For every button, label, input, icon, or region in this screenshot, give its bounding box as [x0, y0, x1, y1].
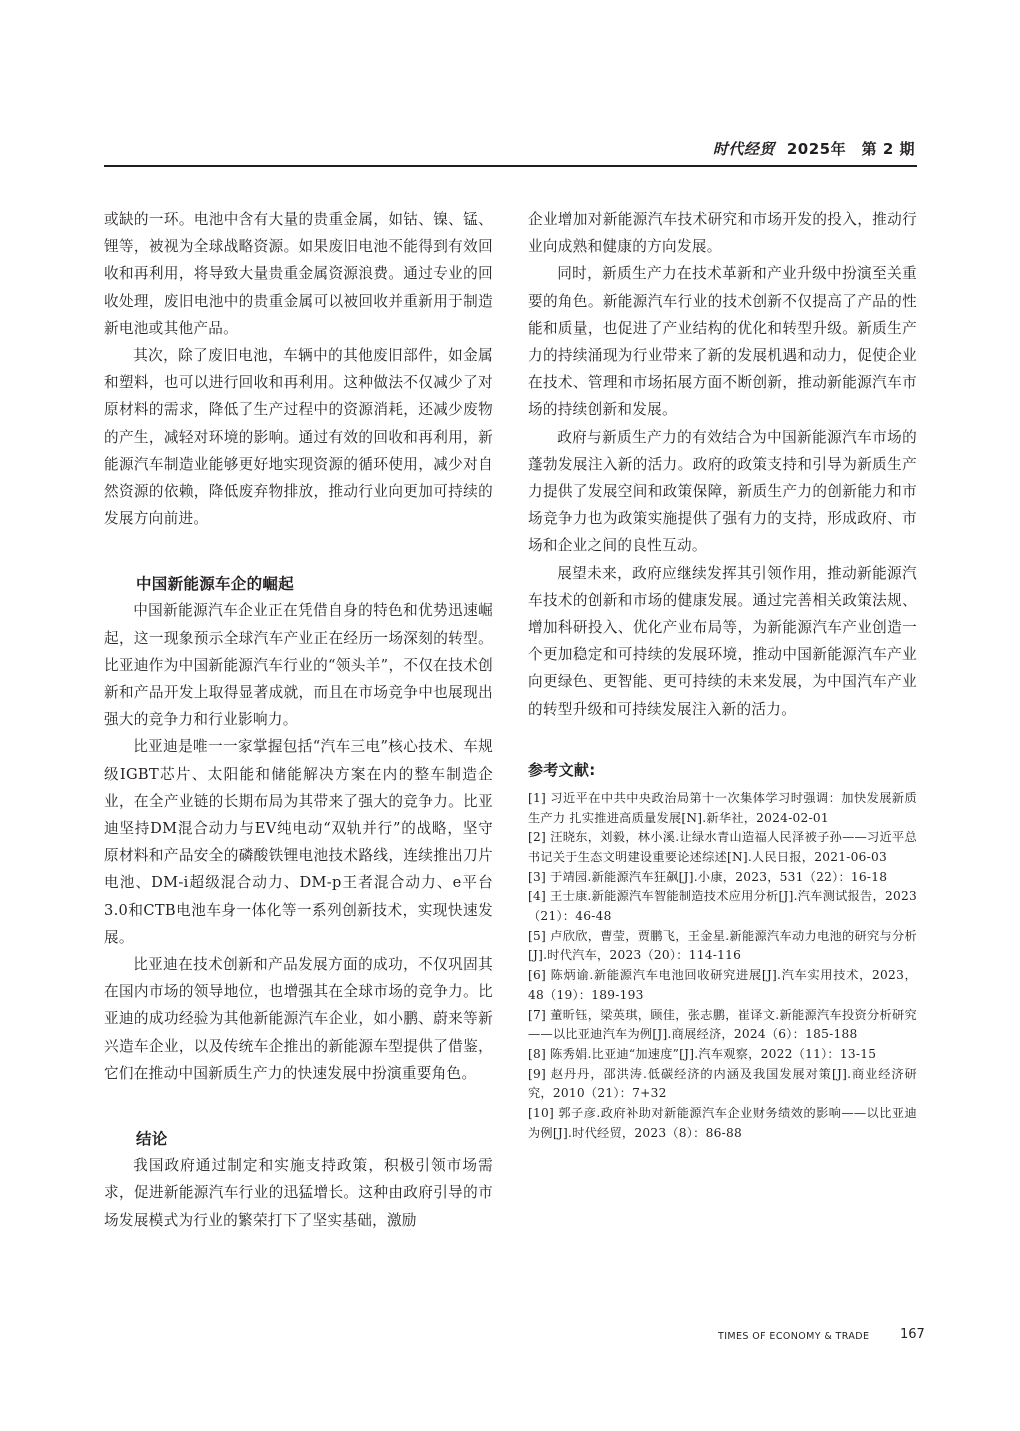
reference-item: [7] 董昕钰，梁英琪，顾佳，张志鹏，崔译文.新能源汽车投资分析研究——以比亚迪汽车为例[J].商展经济，2024（6）：185-188 [528, 1007, 917, 1042]
reference-item: [10] 郭子彦.政府补助对新能源汽车企业财务绩效的影响——以比亚迪为例[J].时代经贸，2023（8）：86-88 [528, 1106, 917, 1140]
issue-label: 2025年 第 2 期 [786, 140, 915, 158]
reference-item: [2] 汪晓东，刘毅，林小溪.让绿水青山造福人民泽被子孙——习近平总书记关于生态文明建设重要论述综述[N].人民日报，2021-06-03 [528, 830, 917, 864]
body-paragraph: 政府与新质生产力的有效结合为中国新能源汽车市场的蓬勃发展注入新的活力。政府的政策支持和引导为新质生产力提供了发展空间和政策保障，新质生产力的创新能力和市场竞争力也为政策实施提供了强有力的支持，形成政府、市场和企业之间的良性互动。 [528, 428, 917, 555]
reference-item: [3] 于靖园.新能源汽车狂飙[J].小康，2023，531（22）：16-18 [528, 869, 888, 884]
header-text [713, 138, 915, 159]
left-column [104, 206, 493, 1234]
reference-item: [1] 习近平在中共中央政治局第十一次集体学习时强调：加快发展新质生产力 扎实推进高质量发展[N].新华社，2024-02-01 [528, 790, 917, 825]
reference-list [528, 789, 917, 1144]
references-heading: 参考文献: [528, 760, 596, 779]
section-heading: 中国新能源车企的崛起 [136, 575, 295, 594]
page-number: 167 [900, 1327, 925, 1342]
running-header [104, 131, 917, 167]
reference-item: [9] 赵丹丹，邵洪涛.低碳经济的内涵及我国发展对策[J].商业经济研究，2010（21）：7+32 [528, 1066, 917, 1101]
body-paragraph: 企业增加对新能源汽车技术研究和市场开发的投入，推动行业向成熟和健康的方向发展。 [528, 211, 917, 256]
body-paragraph: 比亚迪在技术创新和产品发展方面的成功，不仅巩固其在国内市场的领导地位，也增强其在全球市场的竞争力。比亚迪的成功经验为其他新能源汽车企业，如小鹏、蔚来等新兴造车企业，以及传统车企推出的新能源车型提供了借鉴，它们在推动中国新质生产力的快速发展中扮演重要角色。 [104, 956, 493, 1082]
body-paragraph: 我国政府通过制定和实施支持政策，积极引领市场需求，促进新能源汽车行业的迅猛增长。这种由政府引导的市场发展模式为行业的繁荣打下了坚实基础，激励 [104, 1157, 493, 1229]
reference-item: [6] 陈炳谕.新能源汽车电池回收研究进展[J].汽车实用技术，2023，48（19）：189-193 [528, 968, 917, 1002]
footer-journal-label: TIMES OF ECONOMY & TRADE [718, 1331, 870, 1342]
journal-name: 时代经贸 [712, 140, 775, 158]
section-heading: 结论 [136, 1130, 168, 1149]
body-paragraph: 其次，除了废旧电池，车辆中的其他废旧部件，如金属和塑料，也可以进行回收和再利用。这种做法不仅减少了对原材料的需求，降低了生产过程中的资源消耗，还减少废物的产生，减轻对环境的影响。通过有效的回收和再利用，新能源汽车制造业能够更好地实现资源的循环使用，减少对自然资源的依赖，降低废弃物排放，推动行业向更加可持续的发展方向前进。 [104, 347, 493, 528]
reference-item: [5] 卢欣欣，曹莹，贾鹏飞，王金星.新能源汽车动力电池的研究与分析[J].时代汽车，2023（20）：114-116 [528, 928, 917, 963]
reference-item: [4] 王士康.新能源汽车智能制造技术应用分析[J].汽车测试报告，2023（21）：46-48 [528, 889, 917, 924]
body-paragraph: 中国新能源汽车企业正在凭借自身的特色和优势迅速崛起，这一现象预示全球汽车产业正在经历一场深刻的转型。比亚迪作为中国新能源汽车行业的“领头羊”，不仅在技术创新和产品开发上取得显著成就，而且在市场竞争中也展现出强大的竞争力和行业影响力。 [104, 602, 493, 729]
reference-item: [8] 陈秀娟.比亚迪“加速度”[J].汽车观察，2022（11）：13-15 [528, 1047, 877, 1061]
body-paragraph: 同时，新质生产力在技术革新和产业升级中扮演至关重要的角色。新能源汽车行业的技术创新不仅提高了产品的性能和质量，也促进了产业结构的优化和转型升级。新质生产力的持续涌现为行业带来了新的发展机遇和动力，促使企业在技术、管理和市场拓展方面不断创新，推动新能源汽车市场的持续创新和发展。 [528, 265, 917, 419]
right-column [528, 206, 917, 1144]
body-paragraph: 或缺的一环。电池中含有大量的贵重金属，如钴、镍、锰、锂等，被视为全球战略资源。如果废旧电池不能得到有效回收和再利用，将导致大量贵重金属资源浪费。通过专业的回收处理，废旧电池中的贵重金属可以被回收并重新用于制造新电池或其他产品。 [104, 211, 493, 337]
body-paragraph: 展望未来，政府应继续发挥其引领作用，推动新能源汽车技术的创新和市场的健康发展。通过完善相关政策法规、增加科研投入、优化产业布局等，为新能源汽车产业创造一个更加稳定和可持续的发展环境，推动中国新能源汽车产业向更绿色、更智能、更可持续的未来发展，为中国汽车产业的转型升级和可持续发展注入新的活力。 [528, 564, 917, 718]
body-paragraph: 比亚迪是唯一一家掌握包括“汽车三电”核心技术、车规级IGBT芯片、太阳能和储能解决方案在内的整车制造企业，在全产业链的长期布局为其带来了强大的竞争力。比亚迪坚持DM混合动力与EV纯电动“双轨并行”的战略，坚守原材料和产品安全的磷酸铁锂电池技术路线，连续推出刀片电池、DM-i超级混合动力、DM-p王者混合动力、e平台3.0和CTB电池车身一体化等一系列创新技术，实现快速发展。 [104, 738, 493, 946]
